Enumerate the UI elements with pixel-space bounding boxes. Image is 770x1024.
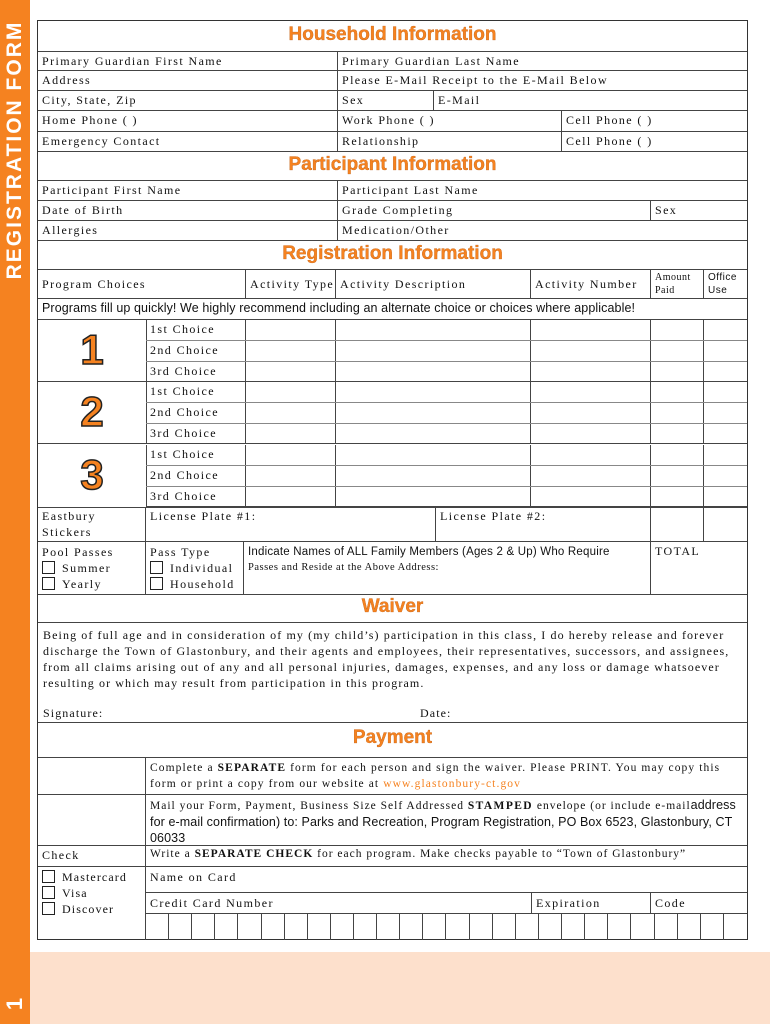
payment-row-1-blank bbox=[38, 758, 146, 794]
summer-option[interactable] bbox=[42, 560, 141, 576]
participant-title: Participant Information bbox=[288, 154, 497, 175]
col-amount-paid bbox=[651, 270, 704, 298]
card-digit-box[interactable] bbox=[470, 914, 493, 940]
col-program-choices: Program Choices bbox=[38, 270, 246, 298]
home-phone-field[interactable]: Home Phone ( ) bbox=[38, 111, 338, 131]
activity-type-input[interactable] bbox=[246, 341, 336, 361]
choice-row bbox=[146, 487, 747, 507]
activity-type-input[interactable] bbox=[246, 320, 336, 340]
choice-row bbox=[146, 382, 747, 403]
choice-row bbox=[146, 341, 747, 362]
card-digit-box[interactable] bbox=[585, 914, 608, 940]
card-digit-box[interactable] bbox=[655, 914, 678, 940]
amount-paid-input[interactable] bbox=[651, 341, 704, 361]
choice-row bbox=[146, 320, 747, 341]
registration-note: Programs fill up quickly! We highly recommend including an alternate choice or choices where applicable! bbox=[42, 301, 636, 315]
eastbury-label bbox=[38, 507, 146, 541]
family-members-line-1: Indicate Names of ALL Family Members (Ages 2 & Up) Who Require bbox=[248, 546, 610, 558]
office-use-cell bbox=[704, 466, 747, 486]
activity-type-input[interactable] bbox=[246, 403, 336, 423]
household-row-4 bbox=[38, 111, 747, 132]
summer-label: Summer bbox=[62, 561, 112, 575]
activity-type-input[interactable] bbox=[246, 362, 336, 381]
city-field[interactable]: City, State, Zip bbox=[38, 91, 338, 110]
activity-number-input[interactable] bbox=[531, 487, 651, 506]
payment-p2-c: envelope (or include e-mail bbox=[533, 800, 691, 812]
total-cell bbox=[651, 542, 747, 594]
eastbury-line-2: Stickers bbox=[42, 525, 92, 539]
card-digit-box[interactable] bbox=[238, 914, 261, 940]
pool-pass-row bbox=[38, 542, 747, 595]
name-on-card-field[interactable]: Name on Card bbox=[150, 870, 237, 884]
card-digit-box[interactable] bbox=[354, 914, 377, 940]
card-digit-box[interactable] bbox=[516, 914, 539, 940]
card-digit-box[interactable] bbox=[701, 914, 724, 940]
office-use-cell bbox=[704, 403, 747, 423]
choice-label: 2nd Choice bbox=[146, 466, 246, 486]
card-digit-box[interactable] bbox=[678, 914, 701, 940]
card-digit-box[interactable] bbox=[400, 914, 423, 940]
signature-field[interactable]: Signature: bbox=[43, 706, 104, 720]
choice-label: 3rd Choice bbox=[146, 362, 246, 381]
activity-number-input[interactable] bbox=[531, 466, 651, 486]
eastbury-row bbox=[38, 507, 747, 542]
waiver-title: Waiver bbox=[361, 596, 424, 617]
payment-row-2 bbox=[38, 795, 747, 846]
activity-type-input[interactable] bbox=[246, 382, 336, 402]
guardian-first-field[interactable]: Primary Guardian First Name bbox=[38, 52, 338, 70]
card-digit-box[interactable] bbox=[447, 914, 470, 940]
individual-option[interactable] bbox=[150, 560, 239, 576]
card-digit-boxes bbox=[146, 914, 747, 940]
check-instructions bbox=[146, 846, 747, 866]
email-receipt-label: Please E-Mail Receipt to the E-Mail Below bbox=[342, 73, 609, 87]
address-field[interactable]: Address bbox=[38, 71, 338, 90]
mastercard-checkbox[interactable] bbox=[42, 870, 55, 883]
choice-label: 1st Choice bbox=[146, 320, 246, 340]
card-digit-box[interactable] bbox=[493, 914, 516, 940]
household-option[interactable] bbox=[150, 576, 239, 592]
mastercard-label: Mastercard bbox=[62, 870, 127, 884]
card-digit-box[interactable] bbox=[308, 914, 331, 940]
work-phone-field[interactable]: Work Phone ( ) bbox=[338, 111, 562, 131]
card-digit-box[interactable] bbox=[724, 914, 747, 940]
activity-number-input[interactable] bbox=[531, 362, 651, 381]
col-office-line-1: Office bbox=[708, 272, 737, 283]
discover-label: Discover bbox=[62, 902, 115, 916]
col-activity-type: Activity Type bbox=[246, 270, 336, 298]
activity-description-input[interactable] bbox=[336, 487, 531, 506]
guardian-last-field[interactable]: Primary Guardian Last Name bbox=[342, 54, 521, 68]
eastbury-amount-cell[interactable] bbox=[651, 507, 704, 541]
activity-description-input[interactable] bbox=[336, 466, 531, 486]
choice-row bbox=[146, 445, 747, 466]
col-activity-number: Activity Number bbox=[531, 270, 651, 298]
group-number-1: 1 bbox=[80, 326, 104, 373]
card-digit-box[interactable] bbox=[377, 914, 400, 940]
dob-field[interactable]: Date of Birth bbox=[38, 201, 338, 220]
choice-row bbox=[146, 466, 747, 487]
expiration-label: Expiration bbox=[532, 893, 651, 913]
emergency-contact-field[interactable]: Emergency Contact bbox=[38, 132, 338, 151]
card-digit-box[interactable] bbox=[146, 914, 169, 940]
office-use-cell bbox=[704, 362, 747, 381]
plate-2-field[interactable]: License Plate #2: bbox=[436, 507, 651, 541]
mastercard-option[interactable] bbox=[42, 869, 141, 885]
sidebar bbox=[0, 0, 30, 1024]
visa-checkbox[interactable] bbox=[42, 886, 55, 899]
check-text-c: for each program. Make checks payable to “Town of Glastonbury” bbox=[313, 848, 687, 860]
card-digit-box[interactable] bbox=[331, 914, 354, 940]
participant-row-1 bbox=[38, 180, 747, 201]
check-text-b: SEPARATE CHECK bbox=[194, 848, 314, 860]
activity-number-input[interactable] bbox=[531, 403, 651, 423]
payment-row-1 bbox=[38, 757, 747, 795]
total-label: TOTAL bbox=[655, 544, 701, 558]
check-text-a: Write a bbox=[150, 848, 195, 860]
card-digit-box[interactable] bbox=[562, 914, 585, 940]
col-office-line-2: Use bbox=[708, 285, 728, 296]
amount-paid-input[interactable] bbox=[651, 403, 704, 423]
card-digit-box[interactable] bbox=[608, 914, 631, 940]
yearly-checkbox[interactable] bbox=[42, 577, 55, 590]
payment-p1-b: SEPARATE bbox=[217, 762, 287, 774]
amount-paid-input[interactable] bbox=[651, 320, 704, 340]
code-label: Code bbox=[655, 896, 686, 910]
activity-number-input[interactable] bbox=[531, 445, 651, 465]
card-digit-box[interactable] bbox=[285, 914, 308, 940]
eastbury-office-cell bbox=[704, 507, 747, 541]
household-label: Household bbox=[170, 577, 235, 591]
pool-passes-cell bbox=[38, 542, 146, 594]
card-digit-box[interactable] bbox=[169, 914, 192, 940]
amount-paid-input[interactable] bbox=[651, 382, 704, 402]
office-use-cell bbox=[704, 341, 747, 361]
household-row-3 bbox=[38, 91, 747, 111]
choice-row bbox=[146, 403, 747, 424]
payment-instructions bbox=[146, 758, 747, 794]
choice-label: 2nd Choice bbox=[146, 341, 246, 361]
card-type-cell bbox=[38, 867, 146, 940]
household-title: Household Information bbox=[288, 24, 497, 45]
payment-p2-sans: address for e-mail confirmation) to: Parks and Recreation, Program Registration, PO Box 6523, Glastonbury, CT 06033 bbox=[150, 798, 736, 845]
card-digit-box[interactable] bbox=[631, 914, 654, 940]
office-use-cell bbox=[704, 445, 747, 465]
office-use-cell bbox=[704, 382, 747, 402]
footer-band bbox=[30, 952, 770, 1024]
visa-label: Visa bbox=[62, 886, 88, 900]
page-number: 1 bbox=[2, 997, 27, 1011]
cell-phone-field[interactable]: Cell Phone ( ) bbox=[566, 113, 653, 127]
card-number-row bbox=[146, 893, 747, 914]
allergies-field[interactable]: Allergies bbox=[38, 221, 338, 240]
choice-label: 3rd Choice bbox=[146, 424, 246, 443]
summer-checkbox[interactable] bbox=[42, 561, 55, 574]
household-checkbox[interactable] bbox=[150, 577, 163, 590]
website-link[interactable]: www.glastonbury-ct.gov bbox=[383, 778, 521, 790]
amount-paid-input[interactable] bbox=[651, 362, 704, 381]
household-row-2 bbox=[38, 71, 747, 91]
sex-field[interactable]: Sex bbox=[338, 91, 434, 110]
activity-description-input[interactable] bbox=[336, 362, 531, 381]
group-number-2: 2 bbox=[80, 388, 104, 435]
household-row-1 bbox=[38, 51, 747, 71]
waiver-text: Being of full age and in consideration of my (my child’s) participation in this class, I do hereby release and forever discharge the Town of Glastonbury, and their agents and employees, their representatives, successors, and assignees, from all claims arising out of any and all personal injuries, damages, expenses, and any loss or damage whatsoever resulting or which may result from participation in this program. bbox=[43, 628, 730, 690]
grade-field[interactable]: Grade Completing bbox=[338, 201, 651, 220]
office-use-cell bbox=[704, 320, 747, 340]
participant-row-2 bbox=[38, 201, 747, 221]
activity-description-input[interactable] bbox=[336, 403, 531, 423]
choice-label: 2nd Choice bbox=[146, 403, 246, 423]
individual-label: Individual bbox=[170, 561, 234, 575]
registration-header-row bbox=[38, 269, 747, 299]
col-amount-line-1: Amount bbox=[655, 272, 691, 283]
plate-1-field[interactable]: License Plate #1: bbox=[146, 507, 436, 541]
family-members-line-2: Passes and Reside at the Above Address: bbox=[248, 562, 439, 573]
choice-label: 3rd Choice bbox=[146, 487, 246, 506]
activity-number-input[interactable] bbox=[531, 341, 651, 361]
choice-label: 1st Choice bbox=[146, 445, 246, 465]
check-row bbox=[38, 846, 747, 867]
activity-description-input[interactable] bbox=[336, 424, 531, 443]
activity-description-input[interactable] bbox=[336, 341, 531, 361]
date-field[interactable]: Date: bbox=[420, 706, 452, 720]
participant-last-field[interactable]: Participant Last Name bbox=[342, 183, 479, 197]
col-office-use bbox=[704, 270, 747, 298]
card-digit-box[interactable] bbox=[423, 914, 446, 940]
choice-row bbox=[146, 424, 747, 444]
office-use-cell bbox=[704, 487, 747, 506]
family-members-cell[interactable] bbox=[244, 542, 651, 594]
choice-row bbox=[146, 362, 747, 382]
payment-p1-a: Complete a bbox=[150, 762, 218, 774]
individual-checkbox[interactable] bbox=[150, 561, 163, 574]
card-digit-box[interactable] bbox=[215, 914, 238, 940]
amount-paid-input[interactable] bbox=[651, 466, 704, 486]
pass-type-cell bbox=[146, 542, 244, 594]
activity-description-input[interactable] bbox=[336, 382, 531, 402]
pass-type-label: Pass Type bbox=[150, 545, 211, 559]
activity-number-input[interactable] bbox=[531, 424, 651, 443]
pool-passes-label: Pool Passes bbox=[42, 545, 114, 559]
email-field[interactable]: E-Mail bbox=[438, 93, 481, 107]
card-digit-box[interactable] bbox=[539, 914, 562, 940]
activity-number-input[interactable] bbox=[531, 382, 651, 402]
registration-title: Registration Information bbox=[282, 243, 503, 264]
activity-type-input[interactable] bbox=[246, 487, 336, 506]
check-label[interactable]: Check bbox=[38, 846, 146, 866]
discover-option[interactable] bbox=[42, 901, 141, 917]
activity-description-input[interactable] bbox=[336, 320, 531, 340]
mail-instructions bbox=[146, 795, 747, 845]
card-digit-box[interactable] bbox=[262, 914, 285, 940]
amount-paid-input[interactable] bbox=[651, 424, 704, 443]
medication-field[interactable]: Medication/Other bbox=[342, 223, 450, 237]
card-number-label: Credit Card Number bbox=[146, 893, 532, 913]
relationship-field[interactable]: Relationship bbox=[338, 132, 562, 151]
payment-p2-a: Mail your Form, Payment, Business Size Self Addressed bbox=[150, 800, 468, 812]
cell-phone-2-field[interactable]: Cell Phone ( ) bbox=[566, 134, 653, 148]
choice-label: 1st Choice bbox=[146, 382, 246, 402]
activity-number-input[interactable] bbox=[531, 320, 651, 340]
payment-row-2-blank bbox=[38, 795, 146, 845]
office-use-cell bbox=[704, 424, 747, 443]
activity-description-input[interactable] bbox=[336, 445, 531, 465]
activity-type-input[interactable] bbox=[246, 424, 336, 443]
participant-row-3 bbox=[38, 221, 747, 241]
waiver-row bbox=[38, 622, 747, 723]
participant-sex-field[interactable]: Sex bbox=[655, 203, 678, 217]
activity-type-input[interactable] bbox=[246, 445, 336, 465]
payment-p2-b: STAMPED bbox=[467, 800, 534, 812]
activity-type-input[interactable] bbox=[246, 466, 336, 486]
participant-first-field[interactable]: Participant First Name bbox=[38, 181, 338, 200]
payment-p1-c: form for each person and sign the waiver. Please PRINT. You may copy this form or print a copy from our website at bbox=[150, 762, 721, 790]
col-amount-line-2: Paid bbox=[655, 285, 675, 296]
discover-checkbox[interactable] bbox=[42, 902, 55, 915]
eastbury-line-1: Eastbury bbox=[42, 509, 96, 523]
form-frame bbox=[37, 20, 748, 940]
card-digit-box[interactable] bbox=[192, 914, 215, 940]
registration-note-row bbox=[38, 299, 747, 320]
sidebar-title: REGISTRATION FORM bbox=[3, 20, 26, 280]
col-activity-description: Activity Description bbox=[336, 270, 531, 298]
amount-paid-input[interactable] bbox=[651, 445, 704, 465]
payment-title: Payment bbox=[352, 727, 433, 748]
name-on-card-row bbox=[146, 867, 747, 893]
yearly-label: Yearly bbox=[62, 577, 102, 591]
visa-option[interactable] bbox=[42, 885, 141, 901]
household-row-5 bbox=[38, 132, 747, 152]
yearly-option[interactable] bbox=[42, 576, 141, 592]
group-bottom-border bbox=[38, 443, 747, 444]
group-number-3: 3 bbox=[80, 451, 104, 498]
amount-paid-input[interactable] bbox=[651, 487, 704, 506]
